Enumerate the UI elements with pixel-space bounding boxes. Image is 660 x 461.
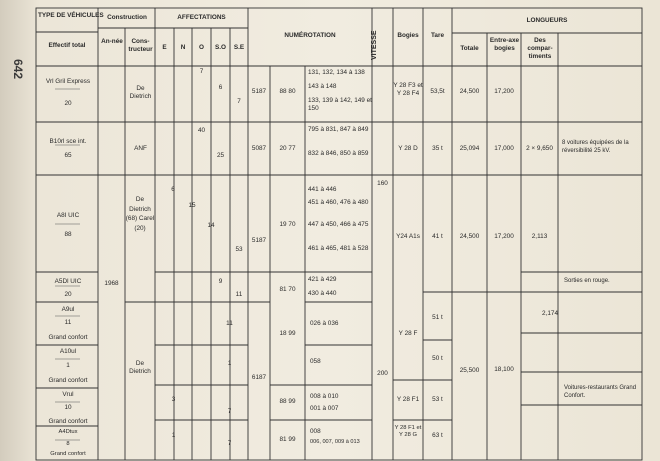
r2-type: B10rl sce int. xyxy=(49,138,87,145)
r3-num-4: 461 à 465, 481 à 528 xyxy=(308,245,369,252)
r1-num-b: 88 80 xyxy=(279,88,296,95)
r2-effectif: 65 xyxy=(64,152,72,159)
header-numerotation: NUMÉROTATION xyxy=(284,32,336,39)
header-annee: An-née xyxy=(101,38,123,45)
r1-effectif: 20 xyxy=(64,100,72,107)
r3-n: 15 xyxy=(188,202,196,209)
r1-num-3: 133, 139 à 142, 149 et 150 xyxy=(308,97,372,112)
r7-tare: 53 t xyxy=(432,396,443,403)
r7-sub: Grand confort xyxy=(48,418,88,425)
r1-bogies: Y 28 F3 et Y 28 F4 xyxy=(393,82,423,97)
r3-tare: 41 t xyxy=(432,233,443,240)
r3-num-2: 451 à 460, 476 à 480 xyxy=(308,199,369,206)
r7-num-b: 88 99 xyxy=(279,398,296,405)
r1-constructeur: De Dietrich xyxy=(129,85,152,100)
r5-so: 11 xyxy=(226,320,233,327)
r6-type: A10ul xyxy=(59,348,77,355)
r4-effectif: 20 xyxy=(64,291,72,298)
r2-entre-axe: 17,000 xyxy=(494,145,514,152)
r1-totale: 24,500 xyxy=(459,88,480,95)
header-vitesse: VITESSE xyxy=(371,30,378,60)
r5-type: A9ul xyxy=(61,306,75,313)
r6-num-1: 058 xyxy=(310,358,321,365)
r5-compartiments: 2,174 xyxy=(542,310,558,317)
r8-sub: Grand confort xyxy=(50,451,86,457)
r4-so: 9 xyxy=(218,278,223,285)
header-aff-so: S.O xyxy=(214,44,226,51)
r7-num-2: 001 à 007 xyxy=(310,405,339,412)
r1-type: Vrl Gril Express xyxy=(45,78,91,85)
header-construction: Construction xyxy=(107,14,147,21)
vitesse-160: 160 xyxy=(377,180,388,187)
r3-num-1: 441 à 446 xyxy=(308,186,337,193)
totale-lower: 25,500 xyxy=(459,367,480,374)
header-aff-se: S.E xyxy=(233,44,245,51)
r7-n: 3 xyxy=(171,396,176,403)
r4-annee: 1968 xyxy=(104,280,119,287)
r3-constructeur: De Dietrich (68) Carel (20) xyxy=(125,196,155,232)
r2-num-2: 832 à 846, 850 à 859 xyxy=(308,150,369,157)
r5-effectif: 11 xyxy=(64,319,72,326)
r3-type: A8I UIC xyxy=(56,212,80,219)
r4-num-b: 81 70 xyxy=(279,286,296,293)
r3-effectif: 88 xyxy=(64,231,72,238)
r3-compartiments: 2,113 xyxy=(531,233,548,240)
header-constructeur: Cons-tructeur xyxy=(128,38,153,53)
r7-so: 7 xyxy=(227,408,232,415)
r8-tare: 63 t xyxy=(432,432,443,439)
r2-n: 40 xyxy=(197,127,206,134)
r1-num-a: 5187 xyxy=(251,88,267,95)
r4-num-2: 430 à 440 xyxy=(308,290,337,297)
r8-type: A4Dtux xyxy=(58,429,78,435)
r4-type: A5Dl UIC xyxy=(54,278,82,285)
r3-se: 53 xyxy=(235,246,243,253)
r3-entre-axe: 17,200 xyxy=(494,233,514,240)
r2-remarque: 8 voitures équipées de la réversibilité 25 kV. xyxy=(562,140,629,154)
r4-remarque: Sorties en rouge. xyxy=(564,278,610,284)
r8-num-b: 81 99 xyxy=(279,436,296,443)
bogies-y28f: Y 28 F xyxy=(398,330,418,337)
header-type: TYPE DE VÉHICULES xyxy=(38,12,104,19)
r5-tare: 51 t xyxy=(432,314,443,321)
r2-num-a: 5087 xyxy=(251,145,267,152)
r3-num-b: 19 70 xyxy=(279,221,296,228)
r8-bogies: Y 28 F1 et Y 28 G xyxy=(394,425,422,439)
page-number: 642 xyxy=(11,58,25,80)
r1-num-2: 143 à 148 xyxy=(308,83,337,90)
r1-entre-axe: 17,200 xyxy=(494,88,514,95)
r7-type: Vrul xyxy=(62,391,74,398)
r3-bogies: Y24 A1s xyxy=(396,233,420,240)
r7-effectif: 10 xyxy=(64,404,72,411)
header-compartiments: Des compar-timents xyxy=(527,37,553,60)
r2-se: 25 xyxy=(216,152,225,159)
r1-s: 7 xyxy=(237,98,241,105)
header-longueurs: LONGUEURS xyxy=(526,17,568,24)
r1-o: 6 xyxy=(218,84,223,91)
r1-num-1: 131, 132, 134 à 138 xyxy=(308,69,365,76)
header-tare: Tare xyxy=(430,32,445,39)
r3-o: 14 xyxy=(207,222,215,229)
r2-compartiments: 2 × 9,650 xyxy=(526,145,553,152)
r3-num-3: 447 à 450, 466 à 475 xyxy=(308,221,369,228)
r5-num-1: 026 à 036 xyxy=(310,320,339,327)
r6-effectif: 1 xyxy=(66,362,70,369)
header-aff-n: N xyxy=(180,44,186,51)
r7-num-1: 008 à 010 xyxy=(310,393,339,400)
num-a-6187: 6187 xyxy=(251,374,267,381)
r6-sub: Grand confort xyxy=(48,377,88,384)
header-affectations: AFFECTATIONS xyxy=(177,14,226,21)
r2-totale: 25,094 xyxy=(459,145,480,152)
r6-so: 1 xyxy=(227,360,232,367)
header-aff-e: E xyxy=(162,44,167,51)
r2-bogies: Y 28 D xyxy=(398,145,418,152)
header-aff-o: O xyxy=(199,44,204,51)
r2-constructeur: ANF xyxy=(134,145,147,152)
r3-num-a: 5187 xyxy=(251,237,267,244)
r3-e: 6 xyxy=(171,186,175,193)
entre-axe-lower: 18,100 xyxy=(494,366,514,373)
r7-bogies: Y 28 F1 xyxy=(396,396,420,403)
r2-num-b: 20 77 xyxy=(279,145,296,152)
header-bogies: Bogies xyxy=(397,32,419,39)
header-totale: Totale xyxy=(460,45,479,52)
r3-totale: 24,500 xyxy=(459,233,480,240)
constructeur-lower: De Dietrich xyxy=(129,360,151,375)
num-b-18-99: 18 99 xyxy=(279,330,296,337)
r8-n: 1 xyxy=(171,432,176,439)
header-entre-axe: Entre-axe bogies xyxy=(489,37,520,52)
r8-num-2: 006, 007, 009 à 013 xyxy=(310,439,360,445)
vitesse-200: 200 xyxy=(377,370,388,377)
r6-tare: 50 t xyxy=(432,355,443,362)
header-effectif: Effectif total xyxy=(48,42,86,49)
r1-e: 7 xyxy=(199,68,204,75)
r4-num-1: 421 à 429 xyxy=(308,276,337,283)
r8-effectif: 8 xyxy=(66,441,70,447)
r2-tare: 35 t xyxy=(432,145,443,152)
r4-se: 11 xyxy=(235,291,243,298)
r7-remarque: Voitures-restaurants Grand Confort. xyxy=(564,385,637,399)
r8-so: 7 xyxy=(227,440,232,447)
r2-num-1: 795 à 831, 847 à 849 xyxy=(308,126,369,133)
r1-tare: 53,5t xyxy=(430,88,445,95)
r5-sub: Grand confort xyxy=(48,334,88,341)
r8-num-1: 008 xyxy=(310,428,321,435)
